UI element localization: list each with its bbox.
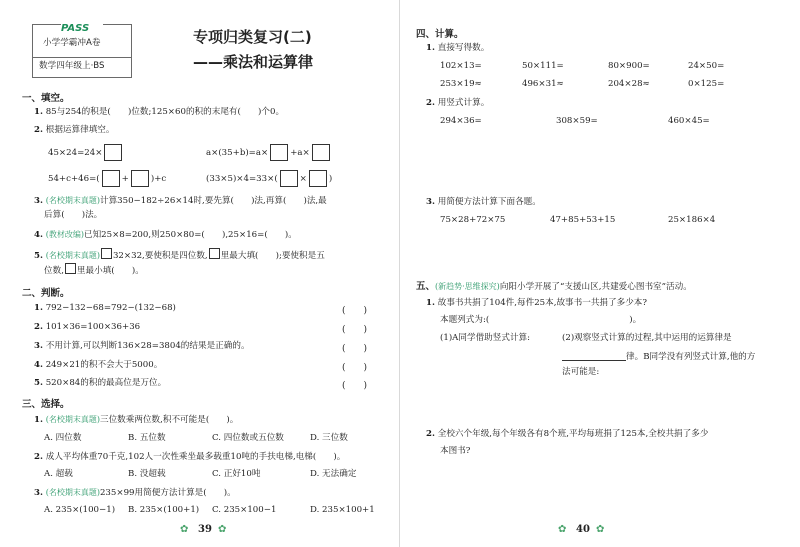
choice-q2-option-d[interactable]: D. 无法确定 xyxy=(310,469,357,479)
choice-q3-option-a[interactable]: A. 235×(100−1) xyxy=(44,505,116,515)
problem-q1-formula: 本题列式为:( )。 xyxy=(440,315,642,325)
oral-item: 253×19≈ xyxy=(440,79,482,89)
choice-q2-option-a[interactable]: A. 超载 xyxy=(44,469,73,479)
page-number: 39 xyxy=(198,524,212,535)
fill-q2-row2-left: 54+c+46=( + )+c xyxy=(48,170,166,187)
fill-q2: 2. 根据运算律填空。 xyxy=(34,125,115,135)
problem-q2: 2. 全校六个年级,每个年级各有8个班,平均每班捐了125本,全校共捐了多少 xyxy=(426,429,709,439)
fill-q5-cont: 位数, 里最小填( )。 xyxy=(44,263,144,277)
leaf-icon: ✿ xyxy=(180,524,189,535)
judge-item-1: 1. 792−132−68=792−(132−68) xyxy=(34,303,176,313)
fill-q2-row1-right: a×(35+b)=a× +a× xyxy=(206,144,332,161)
judge-answer-2[interactable]: ( ) xyxy=(342,325,368,335)
digit-box xyxy=(209,248,220,259)
simplify-item: 47+85+53+15 xyxy=(550,215,616,225)
page-subtitle: ——乘法和运算律 xyxy=(193,53,314,71)
choice-q3: 3. (名校期末真题)235×99用简便方法计算是( )。 xyxy=(34,488,236,498)
column-item: 460×45= xyxy=(668,116,710,126)
choice-q3-option-b[interactable]: B. 235×(100+1) xyxy=(128,505,200,515)
oral-item: 24×50= xyxy=(688,61,725,71)
judge-item-3: 3. 不用计算,可以判断136×28=3804的结果是正确的。 xyxy=(34,341,250,351)
problem-q1-part2-cont: 律。B同学没有列竖式计算,他的方 xyxy=(562,350,755,363)
answer-box[interactable] xyxy=(309,170,327,187)
judge-item-4: 4. 249×21的积不会大于5000。 xyxy=(34,360,163,370)
problem-q1-part1: (1)A同学借助竖式计算: xyxy=(440,333,531,343)
answer-box[interactable] xyxy=(102,170,120,187)
problem-q1: 1. 故事书共捐了104件,每件25本,故事书一共捐了多少本? xyxy=(426,298,648,308)
simplify-item: 75×28+72×75 xyxy=(440,215,506,225)
judge-answer-4[interactable]: ( ) xyxy=(342,363,368,373)
choice-q3-option-c[interactable]: C. 235×100−1 xyxy=(212,505,277,515)
simplify-item: 25×186×4 xyxy=(668,215,716,225)
section-problem-heading: 五、(新趋势·思维探究)向阳小学开展了“支援山区,共建爱心图书室”活动。 xyxy=(416,281,692,292)
page-number: 40 xyxy=(576,524,590,535)
section-judge-heading: 二、判断。 xyxy=(22,288,70,299)
judge-answer-1[interactable]: ( ) xyxy=(342,306,368,316)
oral-item: 204×28≈ xyxy=(608,79,650,89)
fill-q2-row1-left: 45×24=24× xyxy=(48,144,124,161)
oral-item: 102×13= xyxy=(440,61,482,71)
answer-box[interactable] xyxy=(104,144,122,161)
answer-line[interactable] xyxy=(562,350,626,361)
fill-q4: 4. (教材改编)已知25×8=200,则250×80=( ),25×16=( )。 xyxy=(34,230,297,240)
leaf-icon: ✿ xyxy=(596,524,605,535)
problem-q1-part2-end: 法可能是: xyxy=(562,367,600,377)
fill-q2-row2-right: (33×5)×4=33×( × ) xyxy=(206,170,332,187)
oral-item: 496×31≈ xyxy=(522,79,564,89)
column-item: 308×59= xyxy=(556,116,598,126)
answer-box[interactable] xyxy=(270,144,288,161)
judge-item-2: 2. 101×36=100×36+36 xyxy=(34,322,141,332)
oral-item: 0×125= xyxy=(688,79,725,89)
column-item: 294×36= xyxy=(440,116,482,126)
choice-q1-option-b[interactable]: B. 五位数 xyxy=(128,433,166,443)
section-choice-heading: 三、选择。 xyxy=(22,399,70,410)
judge-answer-5[interactable]: ( ) xyxy=(342,381,368,391)
leaf-icon: ✿ xyxy=(558,524,567,535)
digit-box xyxy=(101,248,112,259)
compute-q1: 1. 直接写得数。 xyxy=(426,43,490,53)
problem-q1-part2: (2)观察竖式计算的过程,其中运用的运算律是 xyxy=(562,333,732,343)
answer-box[interactable] xyxy=(312,144,330,161)
choice-q1-option-a[interactable]: A. 四位数 xyxy=(44,433,82,443)
judge-answer-3[interactable]: ( ) xyxy=(342,344,368,354)
choice-q2: 2. 成人平均体重70千克,102人一次性乘坐最多载重10吨的手扶电梯,电梯( )。 xyxy=(34,452,346,462)
book-header xyxy=(32,24,132,78)
fill-q5: 5. (名校期末真题) 32×32,要使积是四位数, 里最大填( );要使积是五 xyxy=(34,248,325,262)
answer-box[interactable] xyxy=(280,170,298,187)
compute-q2: 2. 用竖式计算。 xyxy=(426,98,490,108)
fill-q1: 1. 85与254的积是( )位数;125×60的积的末尾有( )个0。 xyxy=(34,107,285,117)
choice-q1-option-d[interactable]: D. 三位数 xyxy=(310,433,348,443)
page-title: 专项归类复习(二) xyxy=(193,28,312,46)
right-page xyxy=(400,0,800,547)
oral-item: 50×111= xyxy=(522,61,564,71)
compute-q3: 3. 用简便方法计算下面各题。 xyxy=(426,197,541,207)
fill-q3: 3. (名校期末真题)计算350−182÷26×14时,要先算( )法,再算( )法,最 xyxy=(34,196,327,206)
choice-q2-option-b[interactable]: B. 没超载 xyxy=(128,469,166,479)
fill-q3-cont: 后算( )法。 xyxy=(44,210,103,220)
oral-item: 80×900= xyxy=(608,61,650,71)
judge-item-5: 5. 520×84的积的最高位是万位。 xyxy=(34,378,167,388)
section-fill-heading: 一、填空。 xyxy=(22,93,70,104)
choice-q1-option-c[interactable]: C. 四位数或五位数 xyxy=(212,433,284,443)
choice-q3-option-d[interactable]: D. 235×100+1 xyxy=(310,505,375,515)
choice-q1: 1. (名校期末真题)三位数乘两位数,积不可能是( )。 xyxy=(34,415,239,425)
answer-box[interactable] xyxy=(131,170,149,187)
leaf-icon: ✿ xyxy=(218,524,227,535)
pass-logo: PASS xyxy=(61,16,103,31)
choice-q2-option-c[interactable]: C. 正好10吨 xyxy=(212,469,261,479)
header-divider xyxy=(33,57,131,58)
section-compute-heading: 四、计算。 xyxy=(416,29,464,40)
digit-box xyxy=(65,263,76,274)
problem-q2-cont: 本图书? xyxy=(440,446,471,456)
book-grade: 数学四年级上·BS xyxy=(39,61,105,71)
book-series: 小学学霸冲A卷 xyxy=(43,38,101,48)
